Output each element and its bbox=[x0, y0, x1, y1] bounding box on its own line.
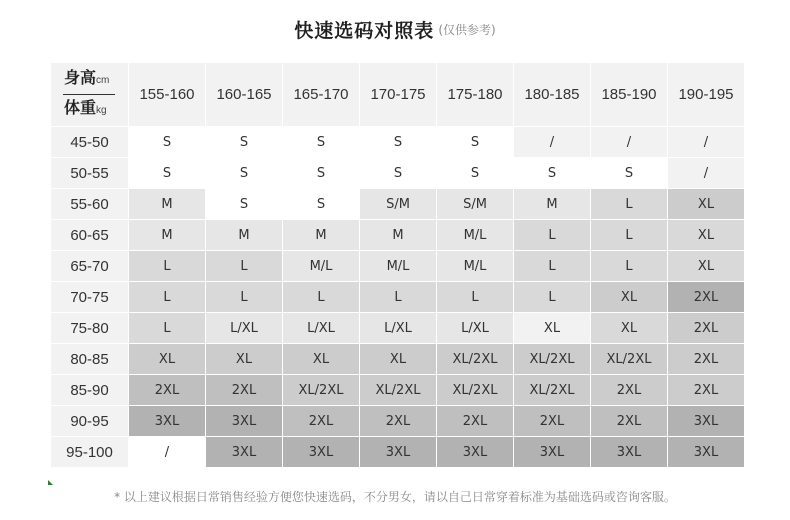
size-cell: / bbox=[129, 437, 206, 468]
size-cell: 2XL bbox=[129, 375, 206, 406]
size-cell: / bbox=[514, 127, 591, 158]
size-cell: XL/2XL bbox=[360, 375, 437, 406]
size-cell: L bbox=[283, 282, 360, 313]
size-cell: S bbox=[129, 158, 206, 189]
weight-row-header: 90-95 bbox=[51, 406, 129, 437]
size-cell: / bbox=[591, 127, 668, 158]
size-cell: L bbox=[206, 251, 283, 282]
table-row bbox=[51, 437, 745, 468]
size-cell: XL bbox=[668, 189, 745, 220]
height-column-header: 165-170 bbox=[283, 63, 360, 127]
weight-row-header: 55-60 bbox=[51, 189, 129, 220]
height-column-header: 190-195 bbox=[668, 63, 745, 127]
table-row bbox=[51, 375, 745, 406]
height-unit: cm bbox=[96, 74, 110, 86]
size-cell: M bbox=[206, 220, 283, 251]
table-row bbox=[51, 220, 745, 251]
corner-marker bbox=[48, 480, 53, 485]
size-cell: / bbox=[668, 158, 745, 189]
size-cell: 3XL bbox=[514, 437, 591, 468]
size-cell: XL/2XL bbox=[283, 375, 360, 406]
size-cell: S bbox=[360, 158, 437, 189]
size-cell: L bbox=[206, 282, 283, 313]
size-cell: S bbox=[283, 127, 360, 158]
height-column-header: 155-160 bbox=[129, 63, 206, 127]
size-cell: 2XL bbox=[591, 375, 668, 406]
table-row bbox=[51, 344, 745, 375]
weight-row-header: 75-80 bbox=[51, 313, 129, 344]
weight-row-header: 70-75 bbox=[51, 282, 129, 313]
weight-row-header: 65-70 bbox=[51, 251, 129, 282]
height-column-header: 185-190 bbox=[591, 63, 668, 127]
size-cell: S bbox=[129, 127, 206, 158]
size-cell: 3XL bbox=[668, 437, 745, 468]
height-column-header: 170-175 bbox=[360, 63, 437, 127]
size-cell: 3XL bbox=[437, 437, 514, 468]
size-cell: 2XL bbox=[668, 313, 745, 344]
table-row bbox=[51, 158, 745, 189]
size-cell: XL bbox=[668, 251, 745, 282]
size-cell: 3XL bbox=[206, 437, 283, 468]
size-cell: S bbox=[283, 189, 360, 220]
table-row bbox=[51, 313, 745, 344]
size-cell: 3XL bbox=[129, 406, 206, 437]
size-cell: S bbox=[206, 127, 283, 158]
height-column-header: 175-180 bbox=[437, 63, 514, 127]
size-cell: XL bbox=[514, 313, 591, 344]
size-cell: XL bbox=[129, 344, 206, 375]
size-cell: 2XL bbox=[360, 406, 437, 437]
size-cell: S bbox=[283, 158, 360, 189]
weight-row-header: 80-85 bbox=[51, 344, 129, 375]
size-cell: 3XL bbox=[206, 406, 283, 437]
size-cell: 3XL bbox=[360, 437, 437, 468]
size-cell: 2XL bbox=[668, 375, 745, 406]
size-cell: 3XL bbox=[668, 406, 745, 437]
size-cell: L bbox=[591, 189, 668, 220]
size-cell: M bbox=[360, 220, 437, 251]
weight-row-header: 50-55 bbox=[51, 158, 129, 189]
size-cell: L bbox=[514, 251, 591, 282]
size-cell: 2XL bbox=[591, 406, 668, 437]
size-cell: L bbox=[129, 313, 206, 344]
size-cell: XL bbox=[283, 344, 360, 375]
weight-axis-label bbox=[51, 99, 128, 121]
size-cell: 2XL bbox=[437, 406, 514, 437]
size-cell: L/XL bbox=[206, 313, 283, 344]
size-cell: XL bbox=[668, 220, 745, 251]
size-cell: 3XL bbox=[591, 437, 668, 468]
size-cell: S bbox=[437, 158, 514, 189]
size-cell: L/XL bbox=[360, 313, 437, 344]
size-cell: 2XL bbox=[283, 406, 360, 437]
size-cell: L bbox=[129, 251, 206, 282]
size-cell: M bbox=[283, 220, 360, 251]
page-title bbox=[0, 16, 790, 44]
size-cell: / bbox=[668, 127, 745, 158]
size-cell: M bbox=[129, 220, 206, 251]
weight-row-header: 60-65 bbox=[51, 220, 129, 251]
size-cell: M/L bbox=[360, 251, 437, 282]
size-cell: XL/2XL bbox=[514, 344, 591, 375]
size-cell: S/M bbox=[437, 189, 514, 220]
size-cell: M/L bbox=[437, 251, 514, 282]
title-main: 快速选码对照表 bbox=[294, 20, 435, 42]
size-cell: XL/2XL bbox=[591, 344, 668, 375]
height-header-row bbox=[51, 63, 745, 127]
weight-row-header: 85-90 bbox=[51, 375, 129, 406]
height-column-header: 180-185 bbox=[514, 63, 591, 127]
footnote: * 以上建议根据日常销售经验方便您快速选码，不分男女，请以自己日常穿着标准为基础选码或咨询客服。 bbox=[114, 490, 676, 504]
corner-divider bbox=[63, 94, 115, 95]
height-axis-label bbox=[51, 69, 128, 91]
size-cell: XL/2XL bbox=[514, 375, 591, 406]
size-cell: XL/2XL bbox=[437, 375, 514, 406]
size-cell: XL bbox=[360, 344, 437, 375]
height-label: 身高 bbox=[64, 69, 97, 87]
table-row bbox=[51, 282, 745, 313]
height-column-header: 160-165 bbox=[206, 63, 283, 127]
size-cell: S bbox=[514, 158, 591, 189]
size-cell: S bbox=[591, 158, 668, 189]
size-cell: L bbox=[129, 282, 206, 313]
size-cell: S bbox=[206, 189, 283, 220]
weight-row-header: 45-50 bbox=[51, 127, 129, 158]
size-cell: M/L bbox=[283, 251, 360, 282]
size-cell: 2XL bbox=[668, 282, 745, 313]
size-cell: L bbox=[591, 251, 668, 282]
table-row bbox=[51, 189, 745, 220]
size-cell: L/XL bbox=[437, 313, 514, 344]
weight-row-header: 95-100 bbox=[51, 437, 129, 468]
size-cell: S/M bbox=[360, 189, 437, 220]
size-cell: 3XL bbox=[283, 437, 360, 468]
size-cell: XL bbox=[591, 282, 668, 313]
size-cell: XL bbox=[591, 313, 668, 344]
size-cell: L bbox=[360, 282, 437, 313]
size-cell: S bbox=[360, 127, 437, 158]
size-cell: L bbox=[514, 282, 591, 313]
size-cell: M bbox=[514, 189, 591, 220]
size-cell: M/L bbox=[437, 220, 514, 251]
size-cell: L/XL bbox=[283, 313, 360, 344]
size-cell: S bbox=[437, 127, 514, 158]
weight-label: 体重 bbox=[64, 99, 97, 117]
size-cell: 2XL bbox=[668, 344, 745, 375]
table-row bbox=[51, 406, 745, 437]
size-cell: XL bbox=[206, 344, 283, 375]
size-cell: S bbox=[206, 158, 283, 189]
size-cell: L bbox=[591, 220, 668, 251]
table-row bbox=[51, 127, 745, 158]
size-cell: L bbox=[514, 220, 591, 251]
size-chart-table bbox=[50, 62, 745, 468]
size-cell: L bbox=[437, 282, 514, 313]
corner-header-cell bbox=[51, 63, 129, 127]
table-row bbox=[51, 251, 745, 282]
size-cell: 2XL bbox=[206, 375, 283, 406]
size-cell: M bbox=[129, 189, 206, 220]
size-cell: 2XL bbox=[514, 406, 591, 437]
weight-unit: kg bbox=[96, 104, 107, 116]
title-subtitle: (仅供参考) bbox=[438, 23, 496, 37]
size-cell: XL/2XL bbox=[437, 344, 514, 375]
